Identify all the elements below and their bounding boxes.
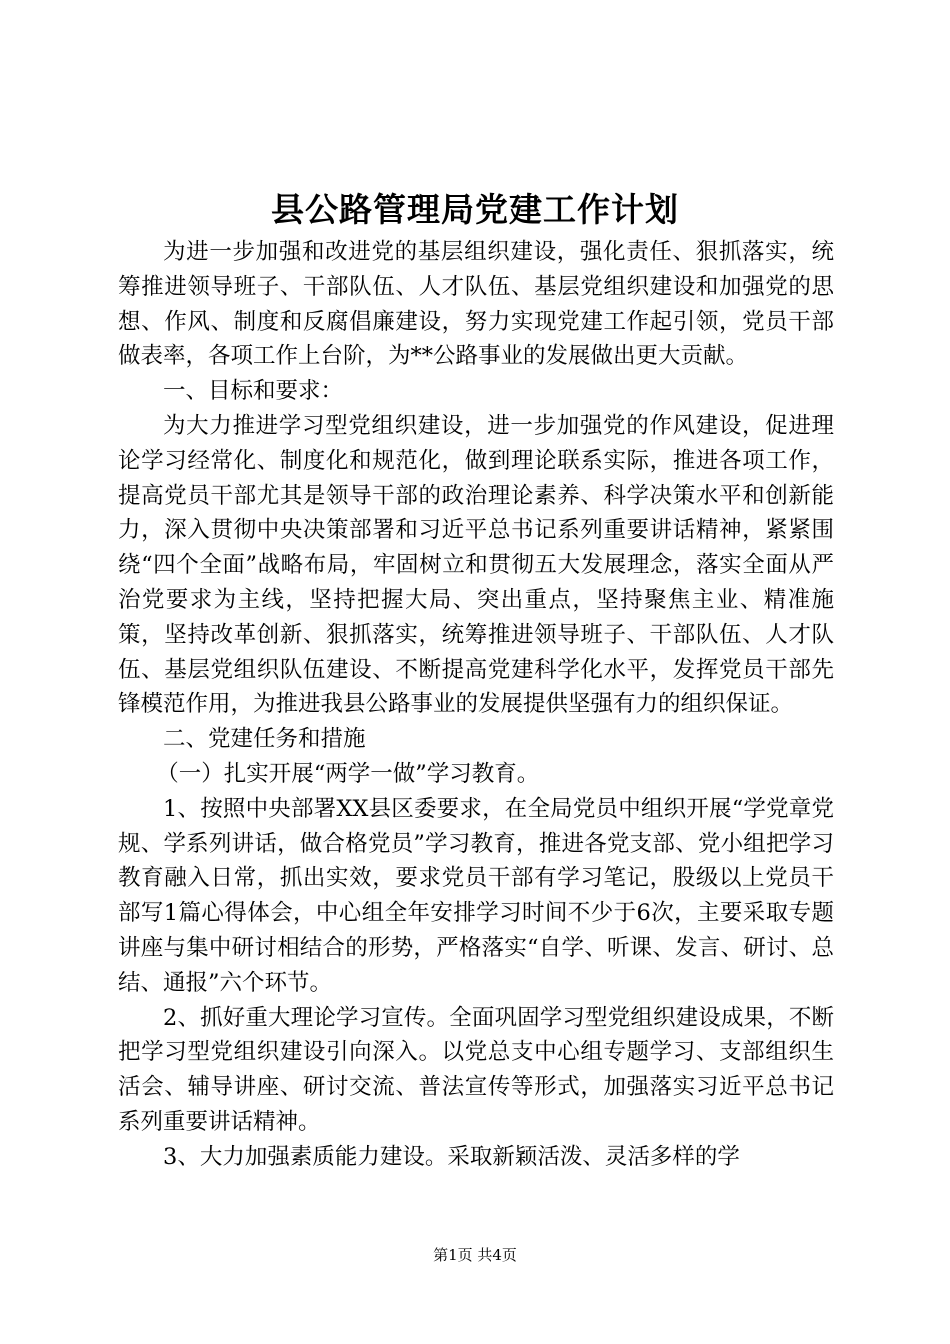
page-footer: 第1页 共4页 <box>433 1246 517 1264</box>
task-paragraph-2: 2、抓好重大理论学习宣传。全面巩固学习型党组织建设成果，不断把学习型党组织建设引向深入。以党总支中心组专题学习、支部组织生活会、辅导讲座、研讨交流、普法宣传等形式，加强落实习近平总书记系列重要讲话精神。 <box>118 1004 834 1135</box>
task-paragraph-3: 3、大力加强素质能力建设。采取新颖活泼、灵活多样的学 <box>163 1143 740 1170</box>
section-heading-goals: 一、目标和要求： <box>163 378 344 405</box>
task-paragraph-1: 1、按照中央部署XX县区委要求，在全局党员中组织开展“学党章党规、学系列讲话，做合格党员”学习教育，推进各党支部、党小组把学习教育融入日常，抓出实效，要求党员干部有学习笔记，股级以上党员干部写1篇心得体会，中心组全年安排学习时间不少于6次，主要采取专题讲座与集中研讨相结合的形势，严格落实“自学、听课、发言、研讨、总结、通报”六个环节。 <box>118 795 834 996</box>
subsection-heading-study: （一）扎实开展“两学一做”学习教育。 <box>156 760 540 787</box>
document-body <box>118 235 834 1175</box>
section-heading-tasks: 二、党建任务和措施 <box>163 726 366 753</box>
goals-paragraph: 为大力推进学习型党组织建设，进一步加强党的作风建设，促进理论学习经常化、制度化和规范化，做到理论联系实际，推进各项工作，提高党员干部尤其是领导干部的政治理论素养、科学决策水平和创新能力，深入贯彻中央决策部署和习近平总书记系列重要讲话精神，紧紧围绕“四个全面”战略布局，牢固树立和贯彻五大发展理念，落实全面从严治党要求为主线，坚持把握大局、突出重点，坚持聚焦主业、精准施策，坚持改革创新、狠抓落实，统筹推进领导班子、干部队伍、人才队伍、基层党组织队伍建设、不断提高党建科学化水平，发挥党员干部先锋模范作用，为推进我县公路事业的发展提供坚强有力的组织保证。 <box>118 412 834 718</box>
intro-paragraph: 为进一步加强和改进党的基层组织建设，强化责任、狠抓落实，统筹推进领导班子、干部队伍、人才队伍、基层党组织建设和加强党的思想、作风、制度和反腐倡廉建设，努力实现党建工作起引领，党员干部做表率，各项工作上台阶，为**公路事业的发展做出更大贡献。 <box>118 239 834 370</box>
document-title: 县公路管理局党建工作计划 <box>271 190 679 229</box>
